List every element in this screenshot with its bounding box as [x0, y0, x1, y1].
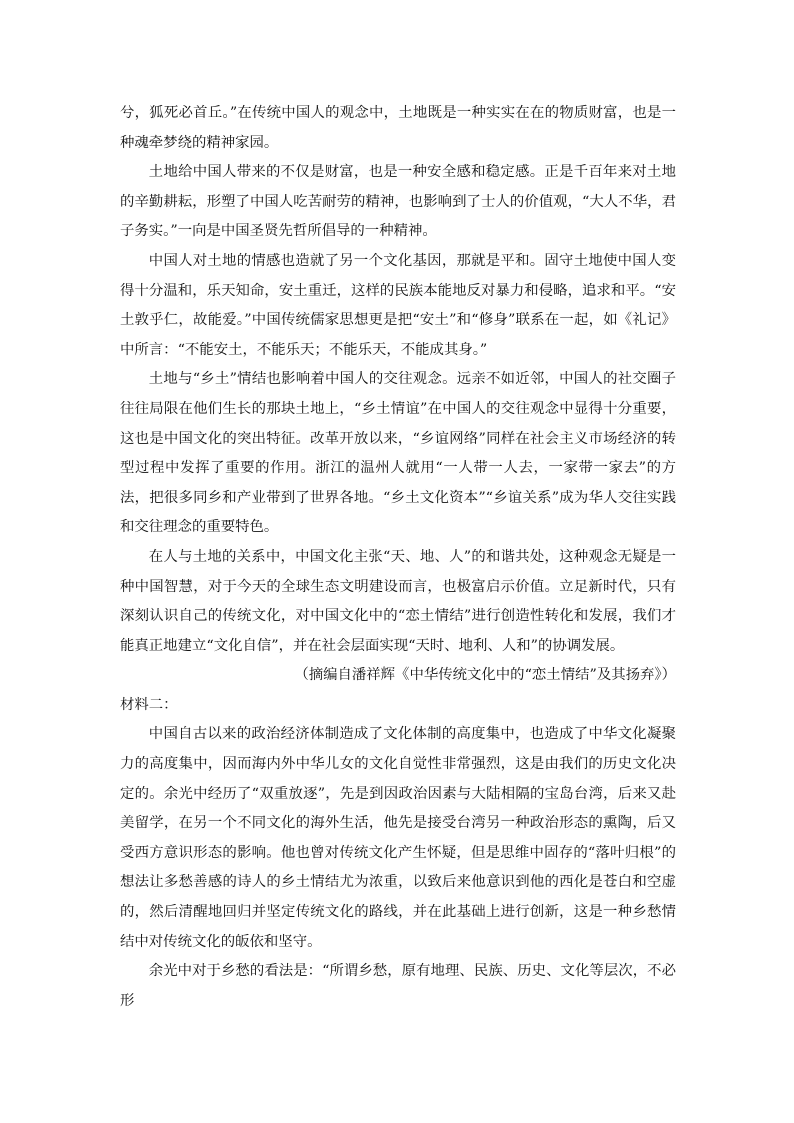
paragraph-yu-guangzhong: 中国自古以来的政治经济体制造成了文化体制的高度集中，也造成了中华文化凝聚力的高度集中，因而海内外中华儿女的文化自觉性非常强烈，这是由我们的历史文化决定的。余光中经历了“双重放逐”，先是到因政治因素与大陆相隔的宝岛台湾，后来又赴美留学，在另一个不同文化的海外生活，他先是接受台湾另一种政治形态的熏陶，后又受西方意识形态的影响。他也曾对传统文化产生怀疑，但是思维中固存的“落叶归根”的想法让多愁善感的诗人的乡土情结尤为浓重，以致后来他意识到他的西化是苍白和空虚的，然后清醒地回归并坚定传统文化的路线，并在此基础上进行创新，这是一种乡愁情结中对传统文化的皈依和坚守。	[120, 726, 676, 950]
source-citation: （摘编自潘祥辉《中华传统文化中的“恋土情结”及其扬弃》）	[294, 667, 676, 684]
paragraph-peace: 中国人对土地的情感也造就了另一个文化基因，那就是平和。固守土地使中国人变得十分温和，乐天知命，安土重迁，这样的民族本能地反对暴力和侵略，追求和平。“安土敦乎仁，故能爱。”中国传统儒家思想更是把“安土”和“修身”联系在一起，如《礼记》中所言：“不能安土，不能乐天；不能乐天，不能成其身。”	[120, 252, 676, 358]
paragraph-continuation: 兮，狐死必首丘。”在传统中国人的观念中，土地既是一种实实在在的物质财富，也是一种魂牵梦绕的精神家园。	[120, 105, 676, 151]
paragraph-land-wealth: 土地给中国人带来的不仅是财富，也是一种安全感和稳定感。正是千百年来对土地的辛勤耕耘，形塑了中国人吃苦耐劳的精神，也影响到了士人的价值观，“大人不华，君子务实。”一向是中国圣贤先哲所倡导的一种精神。	[120, 164, 676, 240]
paragraph-harmony: 在人与土地的关系中，中国文化主张“天、地、人”的和谐共处，这种观念无疑是一种中国智慧，对于今天的全球生态文明建设而言，也极富启示价值。立足新时代，只有深刻认识自己的传统文化，对中国文化中的“恋土情结”进行创造性转化和发展，我们才能真正地建立“文化自信”，并在社会层面实现“天时、地利、人和”的协调发展。	[120, 548, 676, 654]
article-body	[120, 99, 676, 1016]
paragraph-nostalgia-view: 余光中对于乡愁的看法是：“所谓乡愁，原有地理、民族、历史、文化等层次，不必形	[120, 963, 676, 1009]
material-two-label: 材料二：	[120, 696, 178, 713]
paragraph-social-concept: 土地与“乡土”情结也影响着中国人的交往观念。远亲不如近邻，中国人的社交圈子往往局限在他们生长的那块土地上，“乡土情谊”在中国人的交往观念中显得十分重要，这也是中国文化的突出特征。改革开放以来，“乡谊网络”同样在社会主义市场经济的转型过程中发挥了重要的作用。浙江的温州人就用“一人带一人去，一家带一家去”的方法，把很多同乡和产业带到了世界各地。“乡土文化资本”“乡谊关系”成为华人交往实践和交往理念的重要特色。	[120, 371, 676, 536]
